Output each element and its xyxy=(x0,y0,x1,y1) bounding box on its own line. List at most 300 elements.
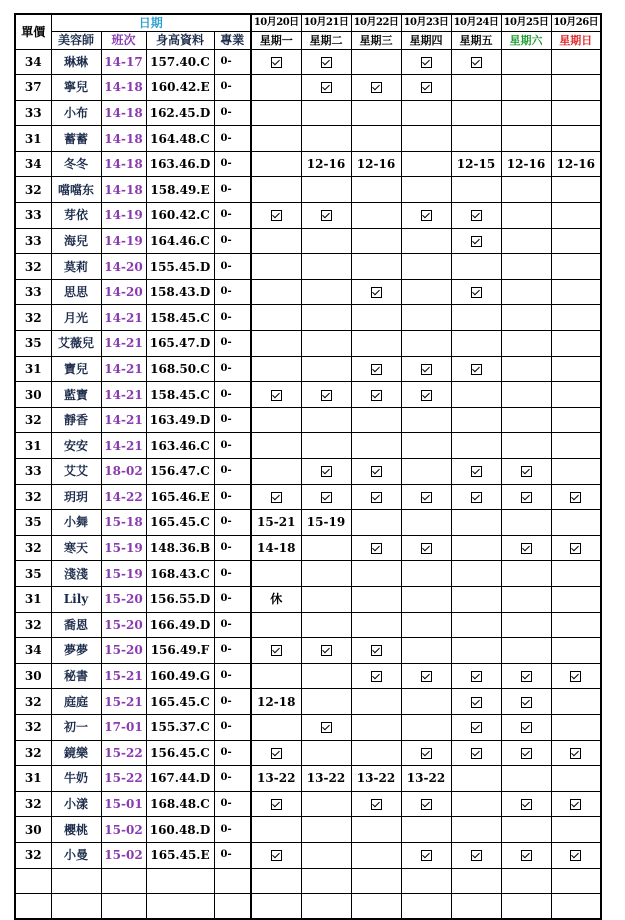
table-row xyxy=(15,510,601,536)
day-cell xyxy=(351,279,401,305)
pro-cell: 0- xyxy=(214,203,251,229)
day-cell: 13-22 xyxy=(251,766,301,792)
stylist-name: 艾薇兒 xyxy=(51,331,101,357)
day-cell xyxy=(351,638,401,664)
profile-cell: 166.49.D xyxy=(146,612,214,638)
day-cell xyxy=(251,382,301,408)
shift-cell: 15-18 xyxy=(101,510,146,536)
date-header: 10月25日 xyxy=(501,14,551,31)
day-cell xyxy=(551,740,601,766)
stylist-header: 美容師 xyxy=(51,31,101,49)
stylist-name: 庭庭 xyxy=(51,689,101,715)
day-cell xyxy=(301,689,351,715)
day-cell xyxy=(351,714,401,740)
day-cell xyxy=(351,510,401,536)
checkbox-checked-icon xyxy=(570,492,581,503)
profile-cell: 168.50.C xyxy=(146,356,214,382)
day-cell xyxy=(301,484,351,510)
shift-cell: 15-20 xyxy=(101,638,146,664)
day-cell xyxy=(551,305,601,331)
day-cell: 13-22 xyxy=(351,766,401,792)
day-cell xyxy=(551,612,601,638)
day-cell: 14-18 xyxy=(251,535,301,561)
stylist-name: 夢夢 xyxy=(51,638,101,664)
shift-cell: 14-21 xyxy=(101,356,146,382)
table-row xyxy=(15,203,601,229)
day-cell xyxy=(251,203,301,229)
day-cell xyxy=(501,100,551,126)
blank-row xyxy=(15,894,601,920)
price-cell: 32 xyxy=(15,791,51,817)
stylist-name: 小舞 xyxy=(51,510,101,536)
pro-cell: 0- xyxy=(214,561,251,587)
price-cell: 32 xyxy=(15,407,51,433)
checkbox-checked-icon xyxy=(421,57,432,68)
day-cell xyxy=(251,126,301,152)
day-cell xyxy=(401,126,451,152)
pro-cell: 0- xyxy=(214,689,251,715)
day-cell xyxy=(451,279,501,305)
day-cell xyxy=(451,177,501,203)
day-cell xyxy=(301,740,351,766)
schedule-body xyxy=(15,49,601,919)
day-cell xyxy=(451,535,501,561)
stylist-name: 莫莉 xyxy=(51,254,101,280)
checkbox-checked-icon xyxy=(471,57,482,68)
pro-cell: 0- xyxy=(214,791,251,817)
price-cell: 32 xyxy=(15,535,51,561)
day-cell xyxy=(251,561,301,587)
stylist-name: 小漾 xyxy=(51,791,101,817)
checkbox-checked-icon xyxy=(471,210,482,221)
day-cell xyxy=(301,459,351,485)
pro-cell: 0- xyxy=(214,766,251,792)
shift-cell: 18-02 xyxy=(101,459,146,485)
day-cell xyxy=(251,254,301,280)
day-cell xyxy=(401,612,451,638)
day-cell xyxy=(501,561,551,587)
day-cell xyxy=(251,100,301,126)
day-cell xyxy=(251,638,301,664)
checkbox-checked-icon xyxy=(570,543,581,554)
profile-cell: 148.36.B xyxy=(146,535,214,561)
day-cell xyxy=(351,305,401,331)
day-cell xyxy=(451,228,501,254)
profile-cell: 158.45.C xyxy=(146,305,214,331)
stylist-name: 冬冬 xyxy=(51,151,101,177)
price-cell: 32 xyxy=(15,612,51,638)
empty-cell xyxy=(101,868,146,894)
day-cell xyxy=(551,100,601,126)
table-row xyxy=(15,407,601,433)
pro-cell: 0- xyxy=(214,817,251,843)
checkbox-checked-icon xyxy=(321,210,332,221)
pro-cell: 0- xyxy=(214,612,251,638)
weekday-header: 星期三 xyxy=(351,31,401,49)
day-cell xyxy=(351,689,401,715)
checkbox-checked-icon xyxy=(471,850,482,861)
price-cell: 33 xyxy=(15,228,51,254)
day-cell xyxy=(401,459,451,485)
pro-cell: 0- xyxy=(214,254,251,280)
day-cell xyxy=(301,433,351,459)
checkbox-checked-icon xyxy=(421,364,432,375)
day-cell xyxy=(301,714,351,740)
table-row xyxy=(15,228,601,254)
date-header: 10月21日 xyxy=(301,14,351,31)
table-row xyxy=(15,663,601,689)
day-cell xyxy=(551,459,601,485)
day-cell xyxy=(351,331,401,357)
day-cell xyxy=(451,382,501,408)
table-row xyxy=(15,561,601,587)
day-cell xyxy=(251,228,301,254)
day-cell xyxy=(401,279,451,305)
table-row xyxy=(15,151,601,177)
profile-cell: 165.45.C xyxy=(146,689,214,715)
weekday-header: 星期日 xyxy=(551,31,601,49)
table-row xyxy=(15,331,601,357)
day-cell: 12-16 xyxy=(351,151,401,177)
day-cell xyxy=(351,484,401,510)
shift-cell: 15-19 xyxy=(101,561,146,587)
day-cell xyxy=(351,126,401,152)
stylist-name: 小布 xyxy=(51,100,101,126)
day-cell xyxy=(451,126,501,152)
checkbox-checked-icon xyxy=(321,82,332,93)
price-cell: 32 xyxy=(15,484,51,510)
price-cell: 32 xyxy=(15,177,51,203)
checkbox-checked-icon xyxy=(421,543,432,554)
profile-cell: 158.45.C xyxy=(146,382,214,408)
pro-cell: 0- xyxy=(214,356,251,382)
day-cell xyxy=(351,254,401,280)
profile-cell: 156.49.F xyxy=(146,638,214,664)
checkbox-checked-icon xyxy=(421,210,432,221)
table-row xyxy=(15,484,601,510)
price-cell xyxy=(15,868,51,894)
day-cell xyxy=(501,254,551,280)
price-cell: 33 xyxy=(15,100,51,126)
day-cell xyxy=(401,203,451,229)
day-cell xyxy=(551,791,601,817)
day-cell xyxy=(501,305,551,331)
pro-cell: 0- xyxy=(214,586,251,612)
day-cell xyxy=(301,305,351,331)
day-cell: 15-19 xyxy=(301,510,351,536)
checkbox-checked-icon xyxy=(521,722,532,733)
shift-cell: 15-02 xyxy=(101,842,146,868)
day-cell xyxy=(301,254,351,280)
pro-header: 專業 xyxy=(214,31,251,49)
price-cell: 31 xyxy=(15,766,51,792)
checkbox-checked-icon xyxy=(471,492,482,503)
day-cell xyxy=(401,49,451,75)
price-cell: 32 xyxy=(15,305,51,331)
empty-cell xyxy=(214,894,251,920)
day-cell xyxy=(501,535,551,561)
day-cell xyxy=(551,868,601,894)
table-row xyxy=(15,356,601,382)
profile-cell: 157.40.C xyxy=(146,49,214,75)
day-cell xyxy=(251,151,301,177)
checkbox-checked-icon xyxy=(521,850,532,861)
day-cell xyxy=(501,791,551,817)
day-cell xyxy=(251,75,301,101)
checkbox-checked-icon xyxy=(570,850,581,861)
stylist-name: 玥玥 xyxy=(51,484,101,510)
table-row xyxy=(15,382,601,408)
day-cell xyxy=(551,894,601,920)
checkbox-checked-icon xyxy=(271,210,282,221)
day-cell xyxy=(351,586,401,612)
checkbox-checked-icon xyxy=(421,850,432,861)
day-cell xyxy=(401,484,451,510)
profile-cell: 158.49.E xyxy=(146,177,214,203)
checkbox-checked-icon xyxy=(371,799,382,810)
pro-cell: 0- xyxy=(214,459,251,485)
day-cell xyxy=(501,484,551,510)
day-cell xyxy=(501,510,551,536)
day-cell xyxy=(451,484,501,510)
day-cell xyxy=(251,894,301,920)
table-row xyxy=(15,49,601,75)
empty-cell xyxy=(146,894,214,920)
day-cell xyxy=(551,766,601,792)
day-cell xyxy=(301,817,351,843)
day-cell xyxy=(401,254,451,280)
weekday-header: 星期二 xyxy=(301,31,351,49)
day-cell xyxy=(301,100,351,126)
day-cell: 15-21 xyxy=(251,510,301,536)
checkbox-checked-icon xyxy=(321,57,332,68)
day-cell: 13-22 xyxy=(401,766,451,792)
pro-cell: 0- xyxy=(214,228,251,254)
day-cell xyxy=(401,868,451,894)
profile-cell: 163.46.C xyxy=(146,433,214,459)
checkbox-checked-icon xyxy=(421,82,432,93)
day-cell xyxy=(451,868,501,894)
day-cell xyxy=(251,740,301,766)
shift-cell: 14-19 xyxy=(101,228,146,254)
day-cell xyxy=(351,459,401,485)
day-cell xyxy=(351,561,401,587)
day-cell xyxy=(351,740,401,766)
price-cell: 31 xyxy=(15,586,51,612)
day-cell xyxy=(401,791,451,817)
day-cell xyxy=(401,740,451,766)
profile-cell: 160.49.G xyxy=(146,663,214,689)
day-cell xyxy=(551,407,601,433)
price-cell: 30 xyxy=(15,382,51,408)
weekday-header: 星期六 xyxy=(501,31,551,49)
empty-cell xyxy=(214,868,251,894)
shift-cell: 15-19 xyxy=(101,535,146,561)
day-cell xyxy=(401,75,451,101)
day-cell xyxy=(401,331,451,357)
checkbox-checked-icon xyxy=(371,543,382,554)
empty-cell xyxy=(101,894,146,920)
day-cell xyxy=(401,228,451,254)
pro-cell: 0- xyxy=(214,407,251,433)
day-cell xyxy=(551,510,601,536)
table-row xyxy=(15,100,601,126)
checkbox-checked-icon xyxy=(570,748,581,759)
table-row xyxy=(15,740,601,766)
price-cell: 35 xyxy=(15,510,51,536)
day-cell xyxy=(351,817,401,843)
day-cell xyxy=(401,305,451,331)
pro-cell: 0- xyxy=(214,382,251,408)
price-cell: 32 xyxy=(15,714,51,740)
profile-cell: 165.46.E xyxy=(146,484,214,510)
day-cell xyxy=(451,561,501,587)
date-header: 10月20日 xyxy=(251,14,301,31)
checkbox-checked-icon xyxy=(471,671,482,682)
table-row xyxy=(15,254,601,280)
day-cell xyxy=(401,561,451,587)
day-cell xyxy=(401,177,451,203)
stylist-name: 安安 xyxy=(51,433,101,459)
day-cell xyxy=(351,382,401,408)
table-row xyxy=(15,75,601,101)
day-cell xyxy=(351,612,401,638)
pro-cell: 0- xyxy=(214,535,251,561)
profile-cell: 165.45.C xyxy=(146,510,214,536)
empty-cell xyxy=(146,868,214,894)
day-cell xyxy=(451,638,501,664)
day-cell xyxy=(301,612,351,638)
day-cell xyxy=(501,868,551,894)
day-cell xyxy=(401,638,451,664)
day-cell xyxy=(501,894,551,920)
day-cell xyxy=(301,331,351,357)
checkbox-checked-icon xyxy=(321,466,332,477)
day-cell xyxy=(251,305,301,331)
day-cell xyxy=(551,663,601,689)
profile-cell: 155.37.C xyxy=(146,714,214,740)
day-cell xyxy=(551,203,601,229)
day-cell xyxy=(551,228,601,254)
empty-cell xyxy=(51,868,101,894)
day-cell xyxy=(551,356,601,382)
shift-cell: 14-21 xyxy=(101,382,146,408)
checkbox-checked-icon xyxy=(471,722,482,733)
profile-cell: 165.47.D xyxy=(146,331,214,357)
table-row xyxy=(15,714,601,740)
price-cell: 34 xyxy=(15,638,51,664)
profile-cell: 164.46.C xyxy=(146,228,214,254)
day-cell xyxy=(351,100,401,126)
day-cell xyxy=(401,433,451,459)
checkbox-checked-icon xyxy=(371,645,382,656)
checkbox-checked-icon xyxy=(521,543,532,554)
day-cell xyxy=(451,356,501,382)
day-cell xyxy=(251,791,301,817)
price-cell: 37 xyxy=(15,75,51,101)
checkbox-checked-icon xyxy=(371,82,382,93)
profile-header: 身高資料 xyxy=(146,31,214,49)
pro-cell: 0- xyxy=(214,714,251,740)
shift-cell: 14-21 xyxy=(101,305,146,331)
day-cell xyxy=(501,126,551,152)
day-cell xyxy=(401,842,451,868)
day-cell xyxy=(501,766,551,792)
day-cell xyxy=(501,49,551,75)
shift-cell: 14-18 xyxy=(101,151,146,177)
day-cell: 13-22 xyxy=(301,766,351,792)
day-cell xyxy=(501,331,551,357)
day-cell xyxy=(301,791,351,817)
pro-cell: 0- xyxy=(214,305,251,331)
checkbox-checked-icon xyxy=(271,850,282,861)
stylist-name: 艾艾 xyxy=(51,459,101,485)
shift-cell: 14-21 xyxy=(101,433,146,459)
stylist-name: 喬恩 xyxy=(51,612,101,638)
day-cell xyxy=(301,561,351,587)
price-cell: 31 xyxy=(15,356,51,382)
stylist-name: 秘書 xyxy=(51,663,101,689)
profile-cell: 164.48.C xyxy=(146,126,214,152)
day-cell xyxy=(301,407,351,433)
day-cell xyxy=(401,894,451,920)
day-cell xyxy=(501,586,551,612)
day-cell xyxy=(501,638,551,664)
day-cell xyxy=(301,228,351,254)
day-cell xyxy=(551,75,601,101)
day-cell xyxy=(501,407,551,433)
shift-cell: 14-18 xyxy=(101,177,146,203)
day-cell xyxy=(551,331,601,357)
day-cell xyxy=(501,612,551,638)
day-cell: 休 xyxy=(251,586,301,612)
table-row xyxy=(15,842,601,868)
checkbox-checked-icon xyxy=(371,466,382,477)
day-cell xyxy=(251,868,301,894)
day-cell xyxy=(451,791,501,817)
stylist-name: 海兒 xyxy=(51,228,101,254)
day-cell xyxy=(401,382,451,408)
stylist-name: 櫻桃 xyxy=(51,817,101,843)
profile-cell: 155.45.D xyxy=(146,254,214,280)
pro-cell: 0- xyxy=(214,638,251,664)
blank-row xyxy=(15,868,601,894)
price-header: 單價 xyxy=(15,14,51,49)
shift-cell: 14-21 xyxy=(101,331,146,357)
day-cell xyxy=(451,75,501,101)
date-title: 日期 xyxy=(51,14,251,31)
day-cell xyxy=(551,689,601,715)
pro-cell: 0- xyxy=(214,484,251,510)
shift-cell: 14-18 xyxy=(101,75,146,101)
day-cell xyxy=(501,663,551,689)
day-cell xyxy=(351,356,401,382)
day-cell xyxy=(351,407,401,433)
day-cell xyxy=(501,177,551,203)
profile-cell: 163.46.D xyxy=(146,151,214,177)
shift-cell: 17-01 xyxy=(101,714,146,740)
day-cell xyxy=(551,49,601,75)
day-cell xyxy=(351,75,401,101)
price-cell: 30 xyxy=(15,817,51,843)
profile-cell: 167.44.D xyxy=(146,766,214,792)
day-cell xyxy=(451,305,501,331)
shift-cell: 14-18 xyxy=(101,100,146,126)
stylist-name: 寒天 xyxy=(51,535,101,561)
shift-cell: 15-01 xyxy=(101,791,146,817)
checkbox-checked-icon xyxy=(421,492,432,503)
shift-cell: 14-22 xyxy=(101,484,146,510)
